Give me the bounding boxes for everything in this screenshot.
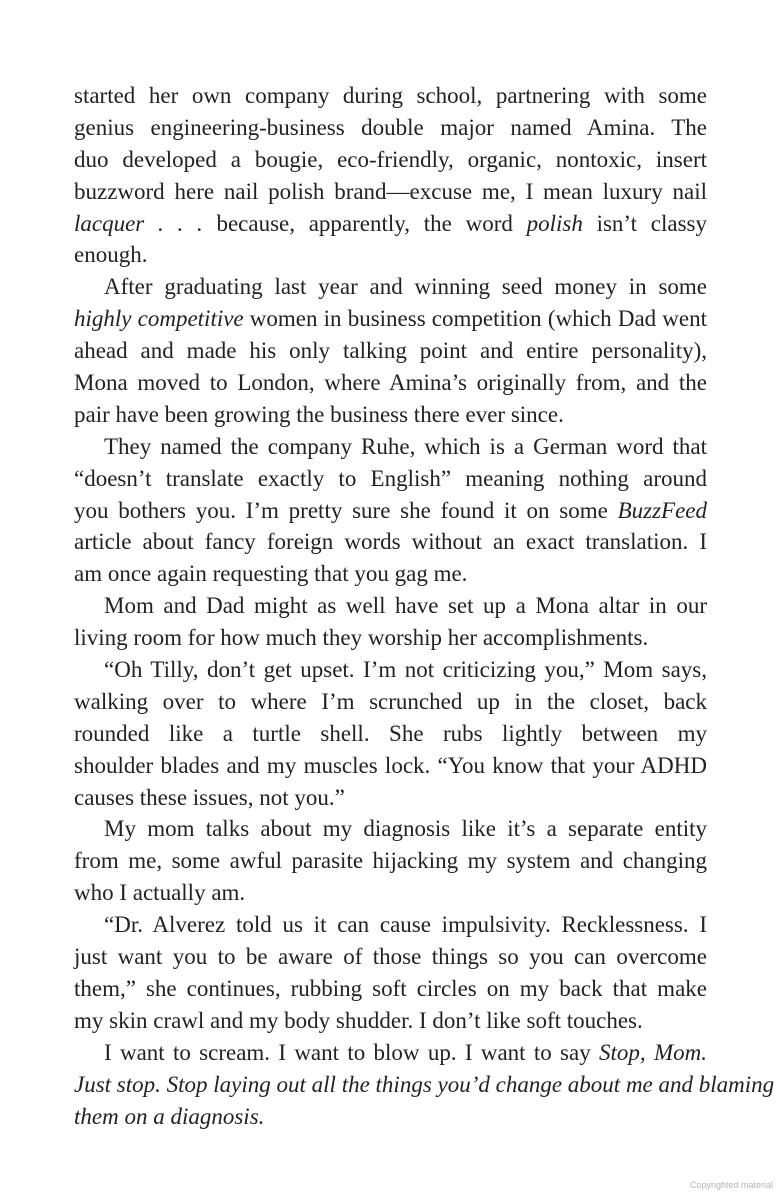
text-line [74,367,707,399]
paragraph [74,1037,775,1133]
text-segment: enough. [74,242,148,268]
text-line [74,1037,707,1069]
text-segment: just want you to be aware of those things so you can overcome [74,944,707,970]
text-segment: “doesn’t translate exactly to English” meaning nothing around [74,465,707,491]
text-segment: I want to scream. I want to blow up. I want to say [104,1039,600,1065]
paragraph [74,271,707,430]
paragraph [74,909,707,1037]
text-line [74,941,707,973]
text-line [74,813,707,845]
text-line [74,431,707,463]
text-segment: living room for how much they worship her accomplishments. [74,625,649,651]
text-line [74,80,707,112]
text-segment: buzzword here nail polish brand—excuse me, I mean luxury nail [74,178,707,204]
text-segment: genius engineering-business double major named Amina. The [74,114,707,140]
text-line [74,144,707,176]
text-segment: My mom talks about my diagnosis like it’s a separate entity [104,816,707,842]
paragraph [74,813,707,909]
text-segment: them,” she continues, rubbing soft circles on my back that make [74,975,707,1001]
text-line [74,239,707,271]
text-line [74,750,707,782]
text-segment: am once again requesting that you gag me. [74,561,468,587]
paragraph [74,80,707,271]
copyright-watermark: Copyrighted material [689,1180,773,1190]
italic-text: BuzzFeed [617,497,707,523]
text-line [74,303,707,335]
text-line [74,877,707,909]
text-line [74,686,707,718]
text-segment: Mom and Dad might as well have set up a Mona altar in our [104,593,707,619]
text-line [74,973,707,1005]
text-line [74,845,707,877]
text-segment: They named the company Ruhe, which is a German word that [104,433,707,459]
text-segment: “Oh Tilly, don’t get upset. I’m not criticizing you,” Mom says, [104,657,707,683]
text-segment: pair have been growing the business there ever since. [74,401,564,427]
text-segment: walking over to where I’m scrunched up in the closet, back [74,688,707,714]
text-segment: shoulder blades and my muscles lock. “You know that your ADHD [74,752,707,778]
text-segment: isn’t classy [582,210,707,236]
paragraph [74,590,707,654]
text-line [74,271,707,303]
text-line [74,622,707,654]
text-line [74,782,707,814]
text-line [74,463,707,495]
text-line [74,590,707,622]
text-segment: because, apparently, the word [202,210,527,236]
text-line [74,495,707,527]
text-segment: ahead and made his only talking point and entire personality), [74,338,707,364]
text-segment: duo developed a bougie, eco-friendly, organic, nontoxic, insert [74,146,707,172]
italic-text: lacquer . . . [74,210,203,236]
text-segment: After graduating last year and winning seed money in some [104,274,707,300]
italic-text: them on a diagnosis. [74,1103,265,1129]
text-line [74,909,707,941]
text-segment: from me, some awful parasite hijacking my system and changing [74,848,707,874]
text-line [74,558,707,590]
book-page-text [74,80,775,1132]
text-segment: rounded like a turtle shell. She rubs lightly between my [74,720,707,746]
text-line [74,1005,707,1037]
italic-text: Stop, Mom. [599,1039,707,1065]
text-segment: who I actually am. [74,880,246,906]
text-line [74,1101,707,1133]
text-line [74,176,707,208]
text-segment: Mona moved to London, where Amina’s originally from, and the [74,370,707,396]
text-line [74,335,707,367]
text-segment: women in business competition (which Dad went [243,306,708,332]
text-segment: “Dr. Alverez told us it can cause impulsivity. Recklessness. I [104,912,707,938]
paragraph [74,431,707,590]
italic-text: Just stop. Stop laying out all the things you’d change about me and blaming [74,1071,775,1097]
text-line [74,526,707,558]
italic-text: polish [526,210,583,236]
text-segment: article about fancy foreign words without an exact translation. I [74,529,707,555]
text-segment: causes these issues, not you.” [74,784,345,810]
text-segment: my skin crawl and my body shudder. I don’t like soft touches. [74,1007,643,1033]
text-line [74,654,707,686]
text-segment: you bothers you. I’m pretty sure she found it on some [74,497,618,523]
text-line [74,208,707,240]
text-line [74,1069,775,1101]
text-segment: started her own company during school, partnering with some [74,83,707,108]
paragraph [74,654,707,813]
text-line [74,399,707,431]
text-line [74,718,707,750]
italic-text: highly competitive [74,306,244,332]
text-line [74,112,707,144]
